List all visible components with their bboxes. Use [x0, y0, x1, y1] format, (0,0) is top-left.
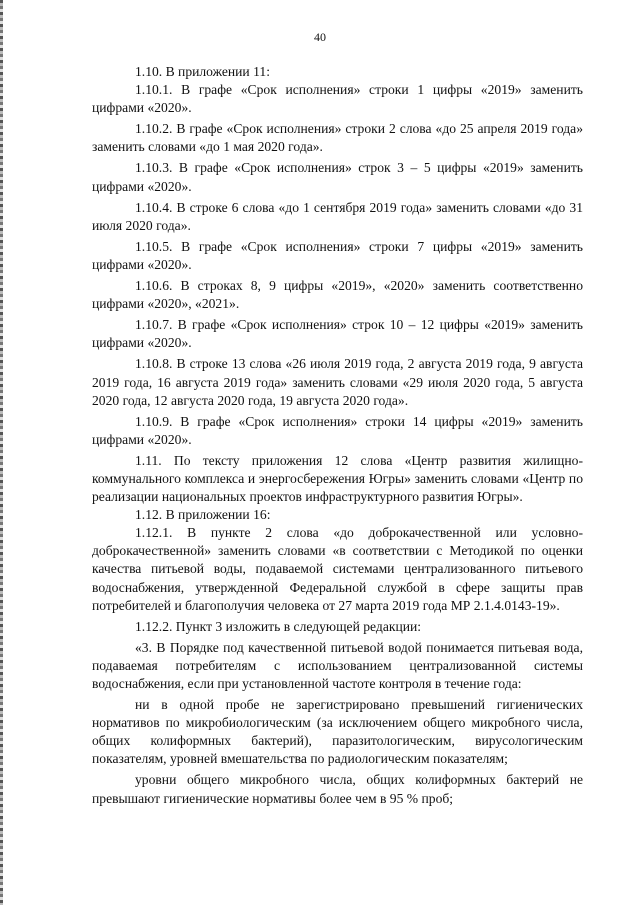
paragraph: 1.10.1. В графе «Срок исполнения» строки 1 цифры «2019» заменить цифрами «2020». — [92, 82, 583, 116]
paragraph: 1.10.3. В графе «Срок исполнения» строк 3 – 5 цифры «2019» заменить цифрами «2020». — [92, 160, 583, 194]
paragraph: 1.10.7. В графе «Срок исполнения» строк 10 – 12 цифры «2019» заменить цифрами «2020». — [92, 317, 583, 351]
scan-edge-artifact — [0, 0, 3, 905]
paragraph: уровни общего микробного числа, общих колиформных бактерий не превышают гигиенические нормативы более чем в 95 % проб; — [92, 772, 583, 806]
paragraph: 1.10.9. В графе «Срок исполнения» строки 14 цифры «2019» заменить цифрами «2020». — [92, 413, 583, 447]
paragraph: 1.12.1. В пункте 2 слова «до доброкачественной или условно-доброкачественной» заменить словами «в соответствии с Методикой по оценки качества питьевой воды, подаваемой системами централизованного питьевого водоснабжения, утвержденной Федеральной службой в сфере защиты прав потребителей и благополучия человека от 27 марта 2019 года МР 2.1.4.0143-19». — [92, 525, 583, 613]
paragraph: «3. В Порядке под качественной питьевой водой понимается питьевая вода, подаваемая потребителям с использованием централизованной системы водоснабжения, если при установленной частоте контроля в течение года: — [92, 639, 583, 691]
paragraph: 1.12. В приложении 16: — [135, 507, 271, 523]
paragraph: 1.10.4. В строке 6 слова «до 1 сентября 2019 года» заменить словами «до 31 июля 2020 года». — [92, 199, 583, 233]
paragraph: 1.10.5. В графе «Срок исполнения» строки 7 цифры «2019» заменить цифрами «2020». — [92, 238, 583, 272]
paragraph: 1.10.2. В графе «Срок исполнения» строки 2 слова «до 25 апреля 2019 года» заменить словами «до 1 мая 2020 года». — [92, 121, 583, 155]
paragraph: 1.10.8. В строке 13 слова «26 июля 2019 года, 2 августа 2019 года, 9 августа 2019 года, 16 августа 2019 года» заменить словами «29 июля 2020 года, 5 августа 2020 года, 12 августа 2020 года, 19 августа 2020 года». — [92, 356, 583, 408]
paragraph: 1.12.2. Пункт 3 изложить в следующей редакции: — [135, 618, 422, 634]
paragraph: 1.10. В приложении 11: — [135, 64, 270, 79]
document-body — [92, 63, 583, 808]
paragraph: ни в одной пробе не зарегистрировано превышений гигиенических нормативов по микробиологическим (за исключением общего микробного числа, общих колиформных бактерий), паразитологическим, вирусологическим показателям, уровней вмешательства по радиологическим показателям; — [92, 697, 583, 767]
paragraph: 1.11. По тексту приложения 12 слова «Центр развития жилищно-коммунального комплекса и энергосбережения Югры» заменить словами «Центр по реализации национальных проектов инфраструктурного развития Югры». — [92, 452, 583, 505]
page-number: 40 — [314, 30, 326, 44]
paragraph: 1.10.6. В строках 8, 9 цифры «2019», «2020» заменить соответственно цифрами «2020», «2021». — [92, 278, 583, 312]
